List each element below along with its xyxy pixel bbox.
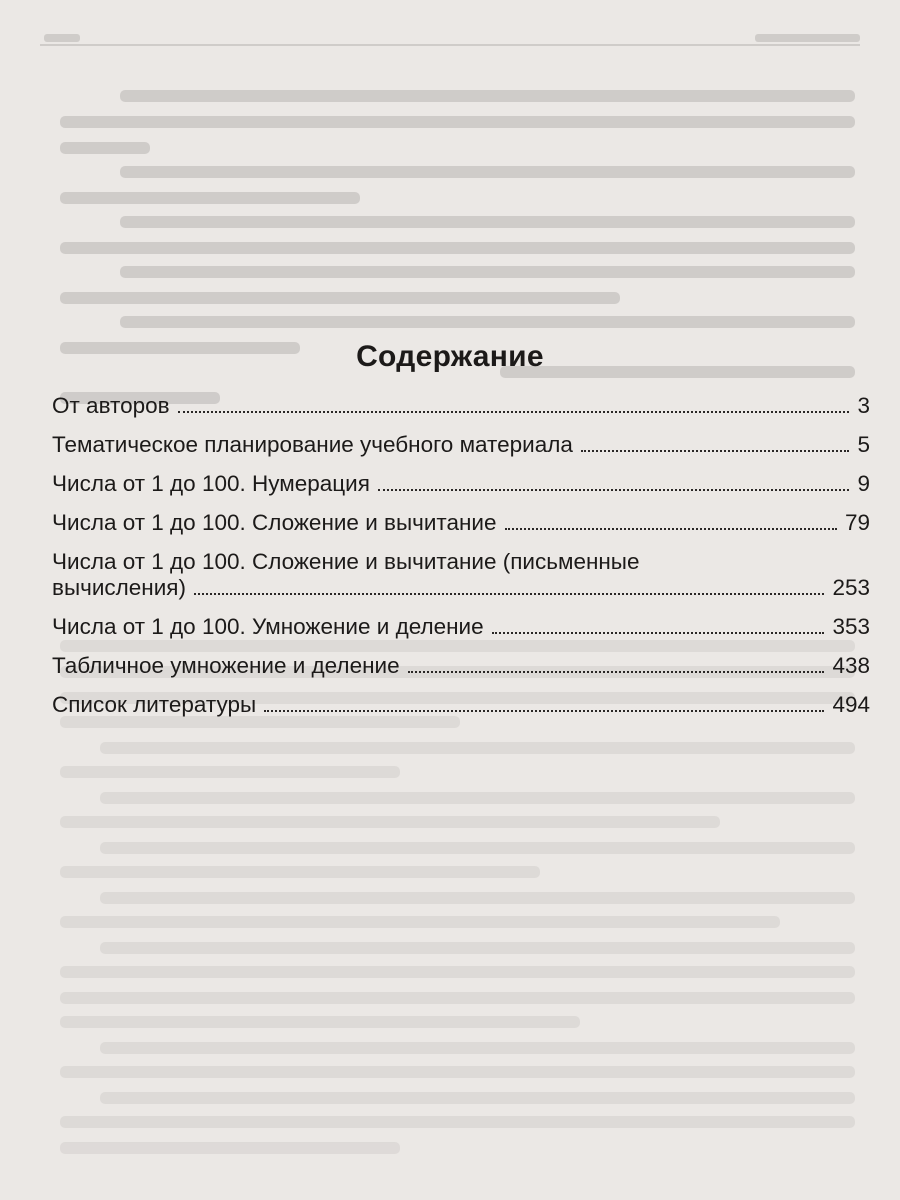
dot-leader bbox=[194, 593, 824, 595]
toc-entry-page: 253 bbox=[832, 575, 870, 600]
toc-entry-page: 353 bbox=[832, 614, 870, 639]
toc-entry-page: 3 bbox=[857, 393, 870, 418]
toc-entry-label: Табличное умножение и деление bbox=[52, 653, 400, 678]
toc-entry bbox=[52, 653, 870, 679]
toc-entry-page: 494 bbox=[832, 692, 870, 717]
dot-leader bbox=[378, 489, 850, 491]
dot-leader bbox=[178, 411, 850, 413]
toc-entry bbox=[52, 393, 870, 419]
page-title: Содержание bbox=[356, 340, 544, 373]
toc-entry-second-line bbox=[52, 575, 832, 601]
toc-entry bbox=[52, 692, 870, 718]
toc-entry-label: Числа от 1 до 100. Сложение и вычитание bbox=[52, 510, 497, 535]
toc-entry-page: 5 bbox=[857, 432, 870, 457]
toc-entry-label-block bbox=[52, 549, 832, 601]
dot-leader bbox=[505, 528, 837, 530]
toc-entry-label: От авторов bbox=[52, 393, 170, 418]
dot-leader bbox=[264, 710, 824, 712]
toc-entry bbox=[52, 510, 870, 536]
toc-entry bbox=[52, 549, 870, 601]
toc-entry bbox=[52, 432, 870, 458]
toc-entry bbox=[52, 471, 870, 497]
toc-entry-label: Числа от 1 до 100. Нумерация bbox=[52, 471, 370, 496]
dot-leader bbox=[581, 450, 850, 452]
toc-entry-label-line1: Числа от 1 до 100. Сложение и вычитание (письменные bbox=[52, 549, 640, 574]
toc-entry-label: Числа от 1 до 100. Умножение и деление bbox=[52, 614, 484, 639]
toc-entry-page: 9 bbox=[857, 471, 870, 496]
toc-entry-page: 438 bbox=[832, 653, 870, 678]
toc-entry-label: Тематическое планирование учебного материала bbox=[52, 432, 573, 457]
toc-entry bbox=[52, 614, 870, 640]
dot-leader bbox=[492, 632, 825, 634]
dot-leader bbox=[408, 671, 825, 673]
toc-entry-label-line2: вычисления) bbox=[52, 575, 186, 600]
toc-entry-label: Список литературы bbox=[52, 692, 257, 717]
table-of-contents bbox=[52, 393, 870, 731]
toc-entry-page: 79 bbox=[844, 510, 870, 535]
